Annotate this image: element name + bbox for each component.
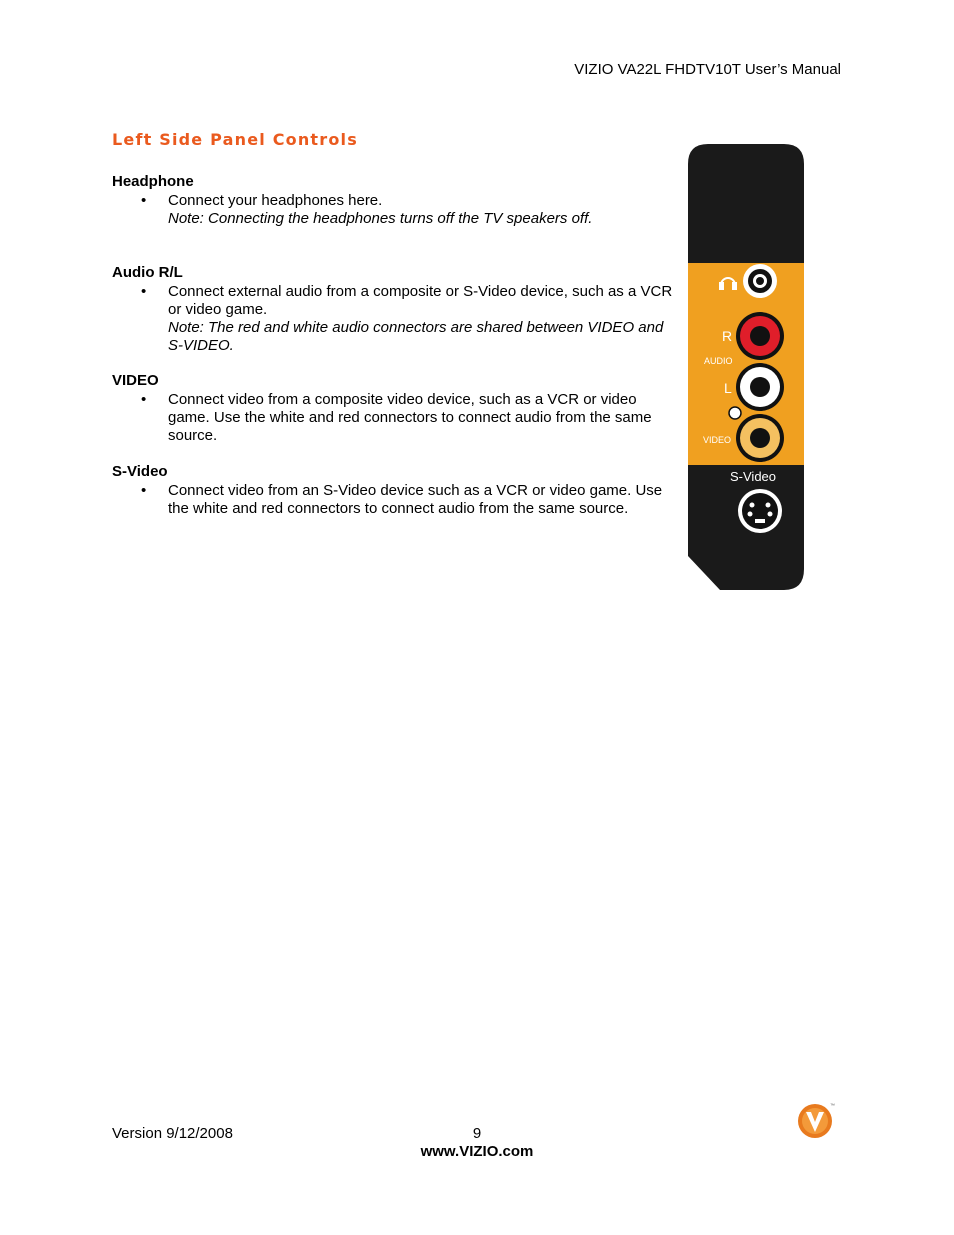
- footer-url: www.VIZIO.com: [420, 1143, 534, 1160]
- video-heading: VIDEO: [112, 372, 159, 389]
- label-r: R: [722, 328, 733, 344]
- audio-section: [112, 264, 677, 355]
- label-l: L: [724, 380, 732, 396]
- audio-text: Connect external audio from a composite or S-Video device, such as a VCR or video game.: [168, 283, 673, 318]
- svideo-heading: S-Video: [112, 463, 168, 480]
- label-video: VIDEO: [703, 435, 732, 445]
- audio-r-jack-icon: [736, 312, 784, 360]
- svg-text:™: ™: [830, 1103, 835, 1109]
- list-item: [112, 391, 677, 445]
- label-svideo: S-Video: [730, 469, 777, 484]
- video-jack-icon: [736, 414, 784, 462]
- vizio-logo: [796, 1100, 836, 1145]
- svideo-section: [112, 463, 677, 518]
- headphone-jack-icon: [743, 264, 777, 298]
- headphone-note: Note: Connecting the headphones turns off the TV speakers off.: [168, 210, 593, 227]
- headphone-section: [112, 173, 677, 228]
- headphone-heading: Headphone: [112, 173, 194, 190]
- side-panel-illustration: [688, 144, 806, 597]
- audio-l-jack-icon: [736, 363, 784, 411]
- svideo-port-icon: [738, 489, 782, 533]
- audio-heading: Audio R/L: [112, 264, 183, 281]
- headphone-text: Connect your headphones here.: [168, 192, 383, 209]
- label-audio: AUDIO: [704, 356, 733, 366]
- footer-version: Version 9/12/2008: [112, 1125, 233, 1142]
- section-title: Left Side Panel Controls: [112, 130, 358, 149]
- list-item: [112, 283, 677, 355]
- list-item: [112, 192, 677, 228]
- video-section: [112, 372, 677, 445]
- audio-note: Note: The red and white audio connectors are shared between VIDEO and S-VIDEO.: [168, 319, 664, 354]
- page-number: 9: [472, 1125, 482, 1142]
- svideo-text: Connect video from an S-Video device such as a VCR or video game. Use the white and red connectors to connect audio from the same source.: [168, 482, 663, 517]
- list-item: [112, 482, 677, 518]
- manual-title: VIZIO VA22L FHDTV10T User’s Manual: [574, 61, 841, 78]
- indicator-led-icon: [729, 407, 741, 419]
- video-text: Connect video from a composite video device, such as a VCR or video game. Use the white and red connectors to connect audio from the same source.: [168, 391, 652, 444]
